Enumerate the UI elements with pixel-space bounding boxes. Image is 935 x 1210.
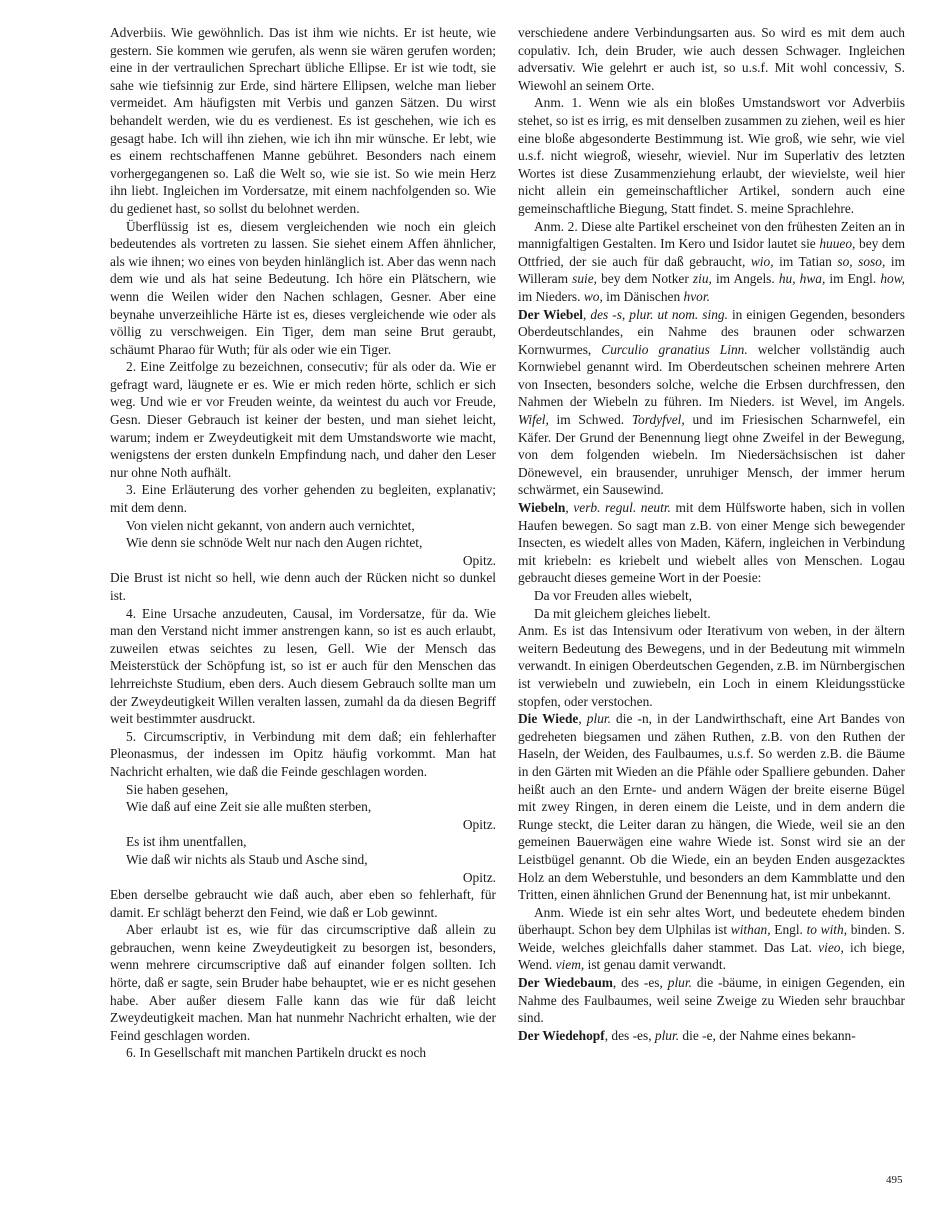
- citation-attribution: Opitz.: [462, 816, 496, 832]
- note-paragraph: Anm. Wiede ist ein sehr altes Wort, und bedeutete ehedem binden überhaupt. Schon bey dem Ulphilas ist withan, Engl. to with, binden. S. Weide, welches gleichfalls daher stammet. Das Lat. vieo, ich biege, Wend. viem, ist genau damit verwandt.: [518, 904, 905, 973]
- left-column: [110, 24, 496, 1062]
- citation-attribution: Opitz.: [462, 552, 496, 568]
- paragraph: Überflüssig ist es, diesem vergleichenden wie noch ein gleich bedeutendes als vortreten zu lassen. Sie siehet einem Affen ähnlicher, als wie ihnen; wo eines von beyden hinlänglich ist. Aber das wenn nach dem wie und als hat seine Bedeutung. Ich höre ein Plätschern, wie wenn die Weilen wider den Nachen schlagen, Gesner. Aber eine beynahe unverzeihliche Härte ist es, dieses vergleichende wie oder als völlig zu verschweigen. Ein Tiger, dem man seine Brut geraubt, schäumt Pharao für Wuth; für als oder wie ein Tiger.: [110, 218, 496, 357]
- continued-paragraph: Eben derselbe gebraucht wie daß auch, aber eben so fehlerhaft, für damit. Er schlägt beherzt den Feind, wie daß er Lob gewinnt.: [110, 887, 496, 920]
- paragraph: 2. Eine Zeitfolge zu bezeichnen, consecutiv; für als oder da. Wie er gefragt ward, läugnete er es. Wie er mich reden hörte, schlich er sich weg. Und wie er vor Freuden weinte, da weintest du auch vor Freude, Gesn. Dieser Gebrauch ist keiner der besten, und man siehet leicht, warum; indem er Zweydeutigkeit mit dem Umstandsworte wie macht, wenigstens der ersten dunkeln Empfindung nach, und daher den Leser nur ohne Noth aufhält.: [110, 359, 496, 480]
- continued-paragraph: Die Brust ist nicht so hell, wie denn auch der Rücken nicht so dunkel ist.: [110, 570, 496, 603]
- note-paragraph: Anm. 2. Diese alte Partikel erscheinet von den frühesten Zeiten an in mannigfaltigen Gestalten. Im Kero und Isidor lautet sie huueo, bey dem Ottfried, der sie auch für daß gebraucht, wio, im Tatian so, soso, im Willeram suie, bey dem Notker ziu, im Angels. hu, hwa, im Engl. how, im Nieders. wo, im Dänischen hvor.: [518, 218, 906, 304]
- entry-wiedehopf: Der Wiedehopf, des -es, plur. die -e, der Nahme eines bekann-: [518, 1027, 856, 1043]
- citation-attribution: Opitz.: [462, 869, 496, 885]
- verse-line: Wie daß wir nichts als Staub und Asche sind,: [126, 851, 368, 867]
- verse-line: Da mit gleichem gleiches liebelt.: [534, 605, 711, 621]
- continued-paragraph: verschiedene andere Verbindungsarten aus. So wird es mit dem auch copulativ. Ich, dein Bruder, wie auch dessen Schwager. Ingleichen adversativ. Wie gelehrt er auch ist, so u.s.f. Mit wohl concessiv, S. Wiewohl an seinem Orte.: [518, 25, 905, 93]
- headword: Der Wiebel: [518, 306, 584, 322]
- entry-wiede: Die Wiede, plur. die -n, in der Landwirthschaft, eine Art Bandes von gedreheten biegsamen und zähen Ruthen, z.B. von den Ruthen der Haseln, der Weiden, des Faulbaumes, u.s.f. So werden z.B. die Bäume in den Gärten mit Wieden an die Pfähle oder Spalliere gebunden. Daher heißt auch an den Ernte- und andern Wägen der breite eiserne Bügel mit zwey Ringen, in deren einem die Leiste, und in dem andern die Runge steckt, die Leiter daran zu hängen, die Wiede, weil sie an den gemeinen Bauerwägen eine wahre Wiede ist. Sonst wird sie an der Leistbügel genannt. Ob die Wiede, ein an beyden Enden ausgezacktes Holz an dem Weberstuhle, und besonders an dem Kammblatte und den Tritten, einen ähnlichen Grund der Benennung hat, ist mir unbekannt.: [518, 711, 905, 903]
- headword: Wiebeln: [518, 500, 566, 516]
- paragraph: Aber erlaubt ist es, wie für das circumscriptive daß allein zu gebrauchen, wenn keine Zweydeutigkeit zu besorgen ist, besonders, wenn mehrere circumscriptive daß auf einander folgen sollten. Ich hörte, daß er sagte, sein Bruder habe behauptet, wie er es nicht gesehen habe. Aber außer diesem Falle kann das wie für daß leicht Zweydeutigkeit machen. Man hat nunmehr Nachricht erhalten, wie der Feind geschlagen worden.: [110, 922, 496, 1043]
- headword: Der Wiedebaum: [518, 975, 613, 991]
- note-paragraph: Anm. 1. Wenn wie als ein bloßes Umstandswort vor Adverbiis stehet, so ist es irrig, es mit denselben zusammen zu ziehen, weil es hier eine bloße abgesonderte Bestimmung ist. Wie groß, wie sehr, wie viel u.s.f. nicht wiegroß, wiesehr, wieviel. Nur im Superlativ des letzten Wortes ist diese Zusammenziehung erlaubt, der wievielste, weil hier nicht allein ein gemeinschaftlicher Artikel, sondern auch eine gemeinschaftliche Biegung, Statt findet. S. meine Sprachlehre.: [518, 95, 905, 216]
- verse-line: Von vielen nicht gekannt, von andern auch vernichtet,: [126, 517, 415, 533]
- paragraph: 3. Eine Erläuterung des vorher gehenden zu begleiten, explanativ; mit dem denn.: [110, 482, 496, 516]
- verse-line: Da vor Freuden alles wiebelt,: [534, 588, 693, 603]
- headword: Der Wiedehopf: [518, 1027, 605, 1043]
- continued-paragraph: Adverbiis. Wie gewöhnlich. Das ist ihm wie nichts. Er ist heute, wie gestern. Sie kommen wie gerufen, als wenn sie wären gerufen worden; eine in der vertraulichen Sprechart übliche Ellipse. Er ist wie todt, sie sahe wie tiefsinnig zur Erde, sind härtere Ellipsen, welche man lieber vermeidet. Am häufigsten mit Verbis und ganzen Sätzen. Du wirst behandelt werden, wie du es verdienest. Es ist geschehen, wie ich es gesagt habe. Ich will ihn ziehen, wie ich ihn mir wünsche. Er lebt, wie es einem rechtschaffenen Manne gebühret. Besonders nach einem vorhergegangenen so. Laß die Welt so, wie sie ist. So wie mein Herz ihn liebt. Ingleichen im Vordersatze, mit einem nachfolgenden so. Wie du gedienet hast, so sollst du belohnet werden.: [110, 25, 496, 216]
- note-paragraph: Anm. Es ist das Intensivum oder Iterativum von weben, in der ältern weitern Bedeutung des Bewegens, und in der Bedeutung mit wimmeln verwandt. In einigen Oberdeutschen Gegenden, z.B. im Nürnbergischen ist verwiebeln und zuwiebeln, ein Loch in einem Kleidungsstücke stopfen, oder verstochen.: [518, 623, 905, 709]
- verse-line: Wie denn sie schnöde Welt nur nach den Augen richtet,: [126, 535, 423, 551]
- page-number: 495: [886, 1174, 903, 1186]
- right-column: [518, 24, 905, 1044]
- verse-line: Sie haben gesehen,: [126, 781, 229, 797]
- headword: Die Wiede: [518, 711, 579, 727]
- verse-line: Wie daß auf eine Zeit sie alle mußten sterben,: [126, 799, 372, 815]
- verse-line: Es ist ihm unentfallen,: [126, 834, 247, 850]
- paragraph: 5. Circumscriptiv, in Verbindung mit dem daß; ein fehlerhafter Pleonasmus, der indessen im Opitz häufig vorkommt. Man hat Nachricht erhalten, wie daß die Feinde geschlagen worden.: [110, 728, 496, 779]
- entry-wiebel: Der Wiebel, des -s, plur. ut nom. sing. in einigen Gegenden, besonders Oberdeutschlandes, ein Nahme des braunen oder schwarzen Kornwurmes, Curculio granatius Linn. welcher vollständig auch Kornwiebel genannt wird. Im Oberdeutschen scheinen mehrere Arten von Insecten, besonders solche, welche die Erbsen durchfressen, den Nahmen der Wiebeln zu führen. Im Nieders. ist Wevel, im Angels. Wifel, im Schwed. Tordyfvel, und im Friesischen Scharnwefel, ein Käfer. Der Grund der Benennung liegt ohne Zweifel in der Bewegung, von dem folgenden wiebeln. Im Niedersächsischen ist daher Dönewevel, ein brausender, unruhiger Mensch, der immer herum schwärmet, ein Sausewind.: [518, 306, 906, 498]
- entry-wiedebaum: Der Wiedebaum, des -es, plur. die -bäume, in einigen Gegenden, ein Nahme des Faulbaumes, weil seine Zweige zu Wieden sehr brauchbar sind.: [518, 975, 905, 1026]
- paragraph: 4. Eine Ursache anzudeuten, Causal, im Vordersatze, für da. Wie man den Verstand nicht immer anstrengen kann, so ist es auch erlaubt, zuweilen etwas seichtes zu lesen, Gell. Wie der Mensch das Meisterstück der Schöpfung ist, so ist er auch für den Menschen das lehrreichste Studium, eben ders. Auch diesem Gebrauch sollte man um der Zweydeutigkeit Willen veralten lassen, zumahl da da diesen Begriff weit bestimmter ausdruckt.: [110, 605, 496, 727]
- paragraph: 6. In Gesellschaft mit manchen Partikeln druckt es noch: [126, 1045, 427, 1061]
- entry-wiebeln: Wiebeln, verb. regul. neutr. mit dem Hülfsworte haben, sich in vollen Haufen bewegen. So sagt man z.B. von einer Menge sich bewegender Insecten, es wiedelt alles von Maden, Käfern, ingleichen in Verbindung mit kriebeln: es kriebelt und wiebelt alles von Menschen. Logau gebraucht dieses gemeine Wort in der Poesie:: [518, 500, 905, 586]
